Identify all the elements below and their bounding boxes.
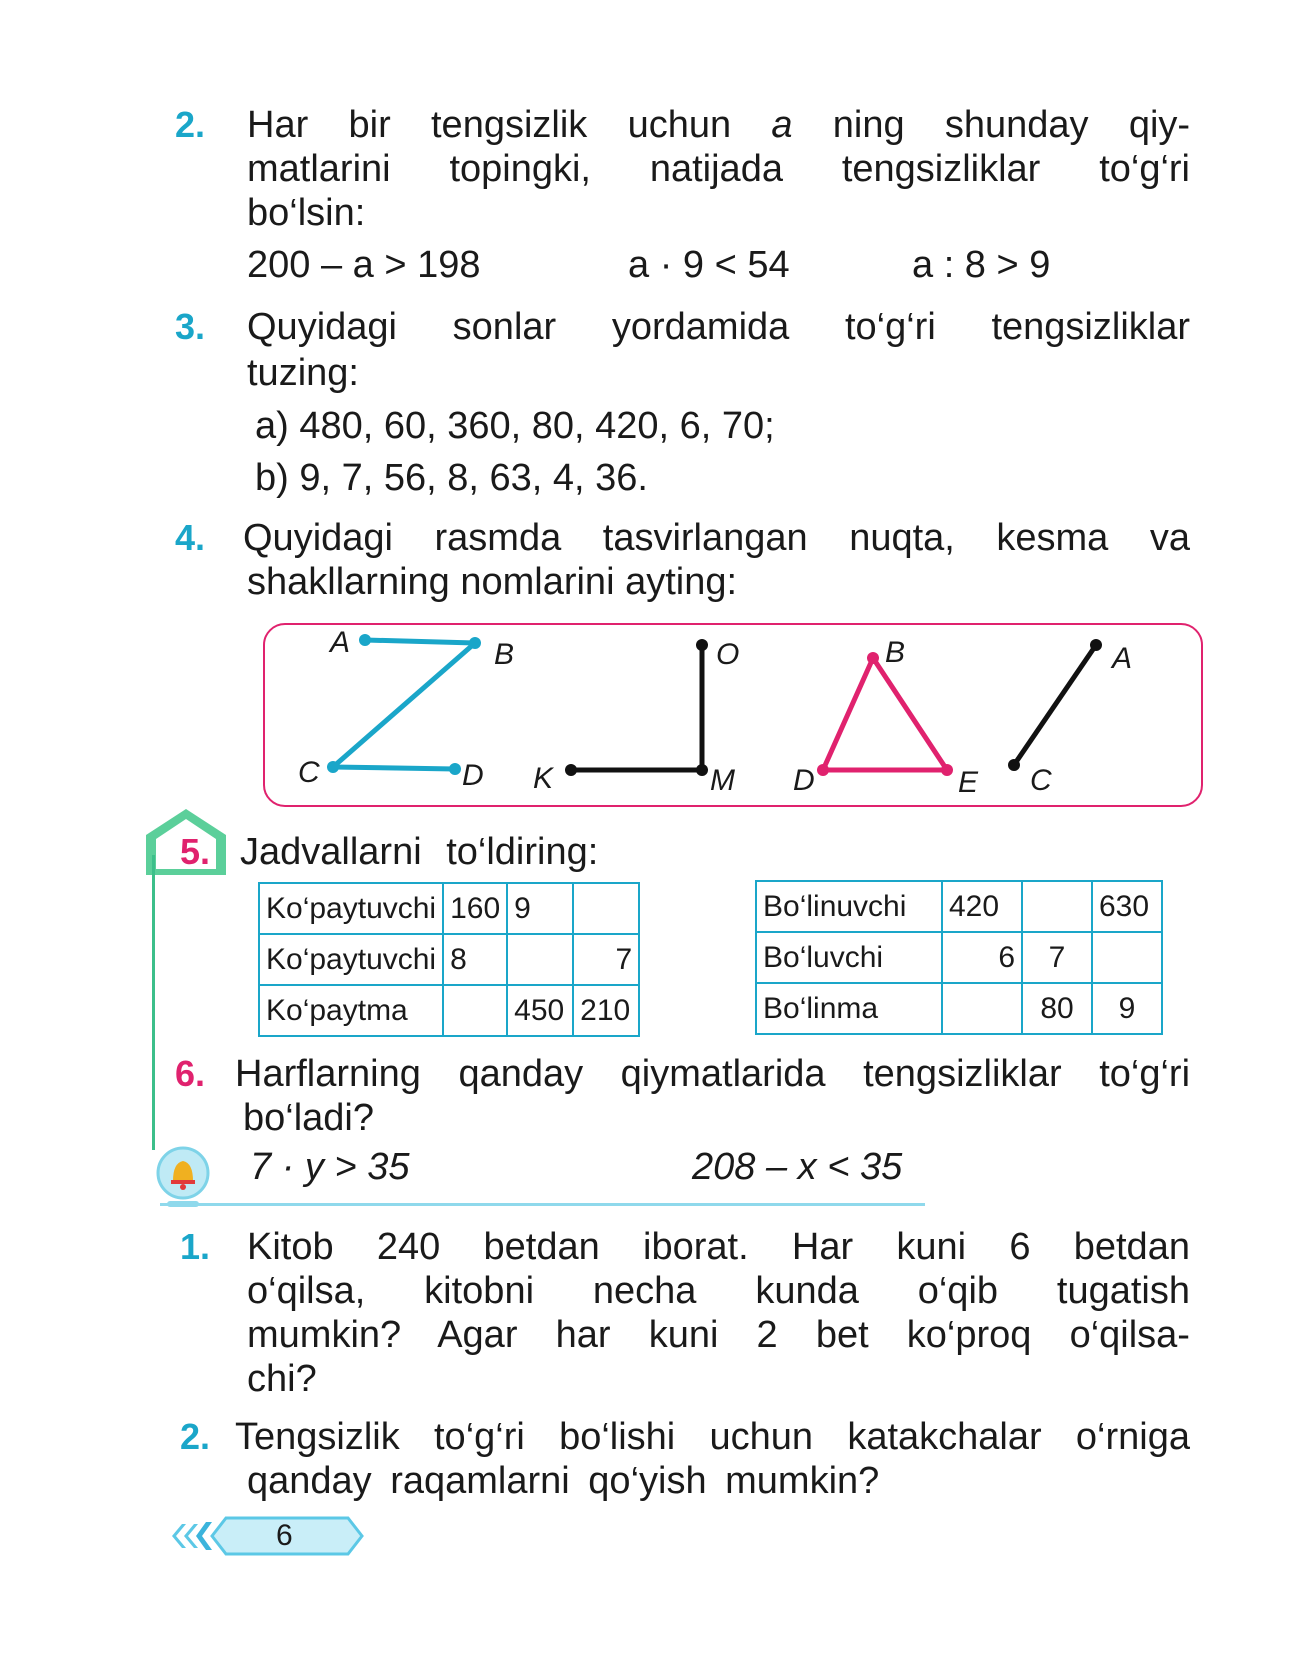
page-number-badge: [150, 1510, 370, 1562]
homework-2-number: 2.: [180, 1416, 211, 1457]
exercise-2-line-1: Har bir tengsizlik uchun a ning shunday qiy-: [247, 104, 1191, 146]
double-chevron-left-icon: [172, 1522, 212, 1550]
homework-1-line-1: Kitob 240 betdan iborat. Har kuni 6 betdan: [247, 1226, 1190, 1268]
exercise-3-number: 3.: [175, 306, 206, 347]
right-angle-shape: [565, 639, 708, 776]
table-row: Ko‘paytuvchi 8 7: [259, 934, 639, 985]
homework-1-line-4: chi?: [247, 1358, 317, 1400]
bell-badge-icon: [155, 1145, 211, 1209]
exercise-3-line-1: Quyidagi sonlar yordamida to‘g‘ri tengsizliklar: [247, 306, 1190, 348]
exercise-2-inequality-2: a · 9 < 54: [628, 244, 790, 286]
exercise-5-title: Jadvallarni to‘ldiring:: [240, 831, 599, 873]
homework-2-line-2: qanday raqamlarni qo‘yish mumkin?: [247, 1460, 880, 1502]
triangle-shape: [817, 652, 953, 776]
exercise-5-number: 5.: [180, 831, 211, 872]
exercise-6-number: 6.: [175, 1053, 206, 1094]
homework-1-line-2: o‘qilsa, kitobni necha kunda o‘qib tugatish: [247, 1270, 1190, 1312]
label-m: M: [710, 764, 735, 797]
label-d: D: [462, 759, 484, 792]
label-b: B: [494, 638, 515, 671]
table-row: Bo‘linuvchi 420 630: [756, 881, 1162, 932]
label-k: K: [533, 762, 554, 795]
exercise-4-number: 4.: [175, 517, 206, 558]
page-number: 6: [276, 1519, 293, 1552]
exercise-2-line-3: bo‘lsin:: [247, 192, 366, 234]
exercise-6-line-1: Harflarning qanday qiymatlarida tengsizliklar to‘g‘ri: [235, 1053, 1191, 1095]
label-a: A: [330, 626, 351, 659]
label-c: C: [298, 756, 320, 789]
exercise-4-line-2: shakllarning nomlarini ayting:: [247, 561, 738, 603]
exercise-3-line-2: tuzing:: [247, 352, 359, 394]
table-row: Bo‘linma 80 9: [756, 983, 1162, 1034]
exercise-2-number: 2.: [175, 104, 206, 145]
exercise-2-line-2: matlarini topingki, natijada tengsizliklar to‘g‘ri: [247, 148, 1190, 190]
exercise-3-part-a: a) 480, 60, 360, 80, 420, 6, 70;: [255, 405, 775, 447]
exercise-3-part-b: b) 9, 7, 56, 8, 63, 4, 36.: [255, 457, 648, 499]
sidebar-line: [152, 855, 155, 1150]
table-row: Bo‘luvchi 6 7: [756, 932, 1162, 983]
exercise-6-inequality-1: 7 · y > 35: [250, 1146, 410, 1188]
exercise-6-line-2: bo‘ladi?: [243, 1097, 374, 1139]
label-tri-e: E: [958, 766, 979, 799]
label-tri-b: B: [885, 636, 906, 669]
label-seg-c: C: [1030, 764, 1052, 797]
homework-1-line-3: mumkin? Agar har kuni 2 bet ko‘proq o‘qilsa-: [247, 1314, 1190, 1356]
label-tri-d: D: [793, 764, 815, 797]
exercise-2-inequality-1: 200 – a > 198: [247, 244, 481, 286]
exercise-6-inequality-2: 208 – x < 35: [692, 1146, 903, 1188]
homework-divider: [160, 1203, 925, 1206]
exercise-4-line-1: Quyidagi rasmda tasvirlangan nuqta, kesma va: [243, 517, 1190, 559]
segment-shape: [1008, 639, 1102, 771]
table-row: Ko‘paytma 450 210: [259, 985, 639, 1036]
multiplication-table: [258, 882, 640, 1037]
label-o: O: [716, 638, 740, 671]
zigzag-shape: [327, 634, 481, 775]
homework-2-line-1: Tengsizlik to‘g‘ri bo‘lishi uchun katakchalar o‘rniga: [235, 1416, 1190, 1458]
division-table: [755, 880, 1163, 1035]
label-seg-a: A: [1112, 642, 1133, 675]
exercise-2-inequality-3: a : 8 > 9: [912, 244, 1051, 286]
table-row: Ko‘paytuvchi 160 9: [259, 883, 639, 934]
homework-1-number: 1.: [180, 1226, 211, 1267]
